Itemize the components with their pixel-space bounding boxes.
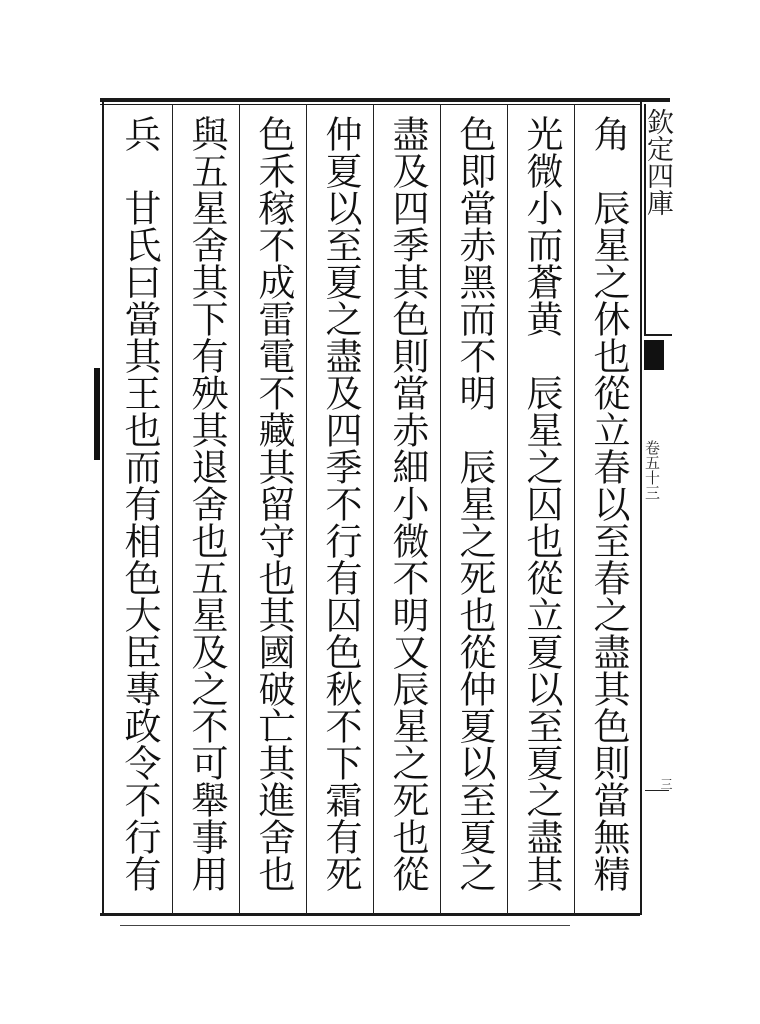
text-column-2: 光微小而蒼黄 辰星之囚也從立夏以至夏之盡其: [520, 115, 563, 892]
column-divider: [239, 104, 240, 914]
text-column-1: 角 辰星之休也從立春以至春之盡其色則當無精: [587, 115, 630, 892]
text-column-5: 仲夏以至夏之盡及四季不行有囚色秋不下霜有死: [319, 115, 362, 892]
text-column-4: 盡及四季其色則當赤細小微不明又辰星之死也從: [386, 115, 429, 892]
column-divider: [507, 104, 508, 914]
column-divider: [306, 104, 307, 914]
edge-ink-bar: [94, 368, 100, 460]
right-border: [640, 100, 642, 915]
text-column-6: 色禾稼不成雷電不藏其留守也其國破亡其進舍也: [252, 115, 295, 892]
column-divider: [373, 104, 374, 914]
left-border: [102, 100, 104, 915]
top-border-inner: [100, 104, 640, 105]
bottom-border: [100, 913, 640, 916]
text-column-3: 色即當赤黑而不明 辰星之死也從仲夏以至夏之: [453, 115, 496, 892]
column-divider: [172, 104, 173, 914]
margin-tick: [645, 790, 669, 791]
text-column-8: 兵 甘氏曰當其王也而有相色大臣專政令不行有: [118, 115, 161, 892]
top-border: [100, 98, 670, 102]
bottom-border-inner: [120, 925, 570, 926]
text-column-7: 與五星舍其下有殃其退舍也五星及之不可舉事用: [185, 115, 228, 892]
column-divider: [440, 104, 441, 914]
page-number: 三: [659, 778, 673, 790]
fishtail-mark: [644, 340, 664, 370]
book-title: 欽定四庫: [642, 108, 673, 216]
juan-label: 卷五十三: [643, 440, 661, 500]
column-divider: [574, 104, 575, 914]
